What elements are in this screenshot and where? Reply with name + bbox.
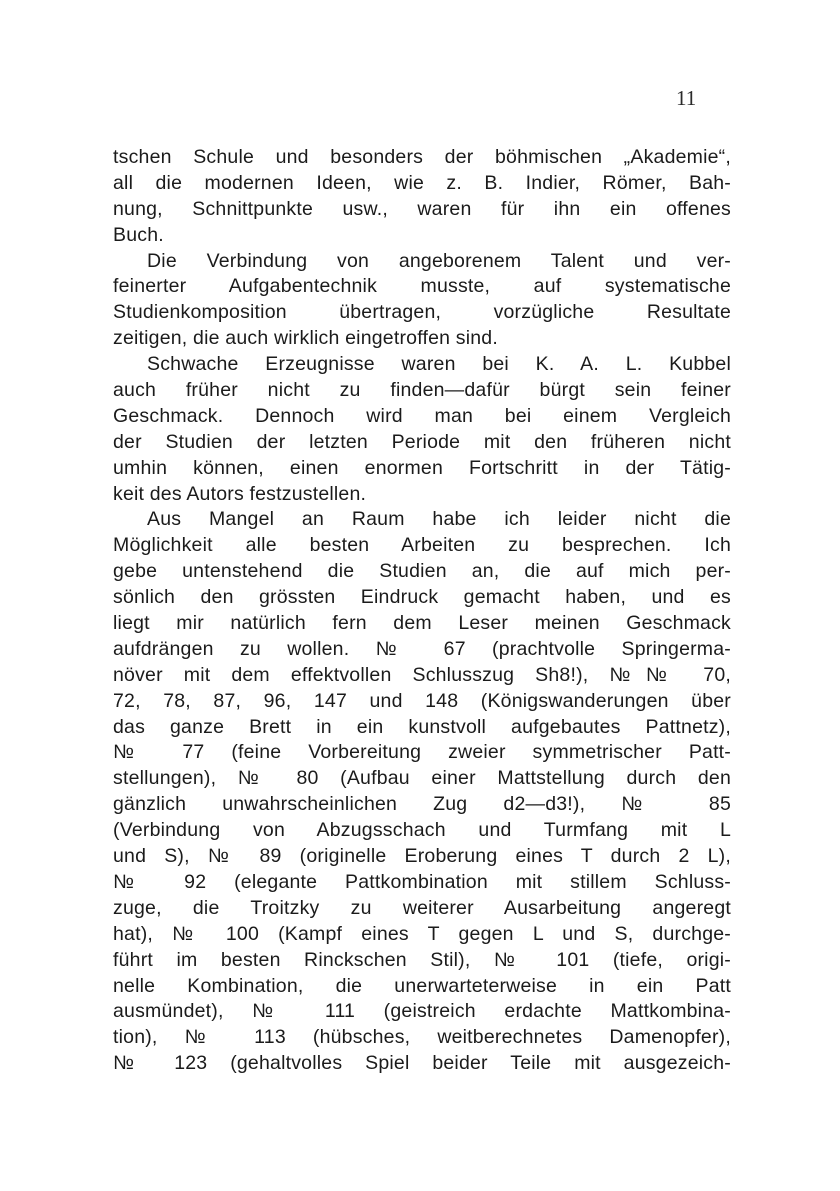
text-line: gebe untenstehend die Studien an, die auf mich per- [113, 560, 731, 583]
text-line: Die Verbindung von angeborenem Talent und ver- [147, 249, 731, 272]
text-line: № 77 (feine Vorbereitung zweier symmetrischer Patt- [113, 741, 731, 764]
text-line: ausmündet), № 111 (geistreich erdachte Mattkombina- [113, 1000, 731, 1023]
text-line: tion), № 113 (hübsches, weitberechnetes Damenopfer), [113, 1026, 731, 1049]
text-line: 72, 78, 87, 96, 147 und 148 (Königswanderungen über [113, 689, 731, 712]
text-line: hat), № 100 (Kampf eines T gegen L und S, durchge- [113, 922, 731, 945]
text-line: nung, Schnittpunkte usw., waren für ihn ein offenes [113, 197, 731, 220]
body-text [113, 145, 731, 1077]
text-line: auch früher nicht zu finden—dafür bürgt sein feiner [113, 379, 731, 402]
text-line: aufdrängen zu wollen. № 67 (prachtvolle Springerma- [113, 637, 731, 660]
text-line: Geschmack. Dennoch wird man bei einem Vergleich [113, 404, 731, 427]
text-line: der Studien der letzten Periode mit den früheren nicht [113, 430, 731, 453]
text-line: növer mit dem effektvollen Schlusszug Sh8!), №№ 70, [113, 663, 731, 686]
text-line: (Verbindung von Abzugsschach und Turmfang mit L [113, 819, 731, 842]
text-line: zuge, die Troitzky zu weiterer Ausarbeitung angeregt [113, 896, 731, 919]
text-line: feinerter Aufgabentechnik musste, auf systematische [113, 275, 731, 298]
text-line: führt im besten Rinckschen Stil), № 101 (tiefe, origi- [113, 948, 731, 971]
text-line: nelle Kombination, die unerwarteterweise in ein Patt [113, 974, 731, 997]
text-line: sönlich den grössten Eindruck gemacht haben, und es [113, 586, 731, 609]
text-line: № 92 (elegante Pattkombination mit stillem Schluss- [113, 870, 731, 893]
text-line: Möglichkeit alle besten Arbeiten zu besprechen. Ich [113, 534, 731, 557]
text-line: Buch. [113, 223, 164, 246]
text-line: umhin können, einen enormen Fortschritt in der Tätig- [113, 456, 731, 479]
text-line: gänzlich unwahrscheinlichen Zug d2—d3!), № 85 [113, 793, 731, 816]
text-line: Schwache Erzeugnisse waren bei K. A. L. Kubbel [147, 353, 731, 376]
text-line: all die modernen Ideen, wie z. B. Indier, Römer, Bah- [113, 171, 731, 194]
page-number: 11 [676, 86, 697, 110]
text-line: das ganze Brett in ein kunstvoll aufgebautes Pattnetz), [113, 715, 731, 738]
text-line: № 123 (gehaltvolles Spiel beider Teile mit ausgezeich- [113, 1052, 731, 1075]
text-line: stellungen), № 80 (Aufbau einer Mattstellung durch den [113, 767, 731, 790]
text-line: Studienkomposition übertragen, vorzügliche Resultate [113, 301, 731, 324]
text-line: keit des Autors festzustellen. [113, 482, 367, 505]
text-line: zeitigen, die auch wirklich eingetroffen sind. [113, 327, 498, 350]
text-line: Aus Mangel an Raum habe ich leider nicht die [147, 508, 731, 531]
text-line: liegt mir natürlich fern dem Leser meinen Geschmack [113, 612, 731, 635]
text-line: tschen Schule und besonders der böhmischen „Akademie“, [113, 146, 731, 168]
text-line: und S), № 89 (originelle Eroberung eines T durch 2 L), [113, 845, 731, 868]
